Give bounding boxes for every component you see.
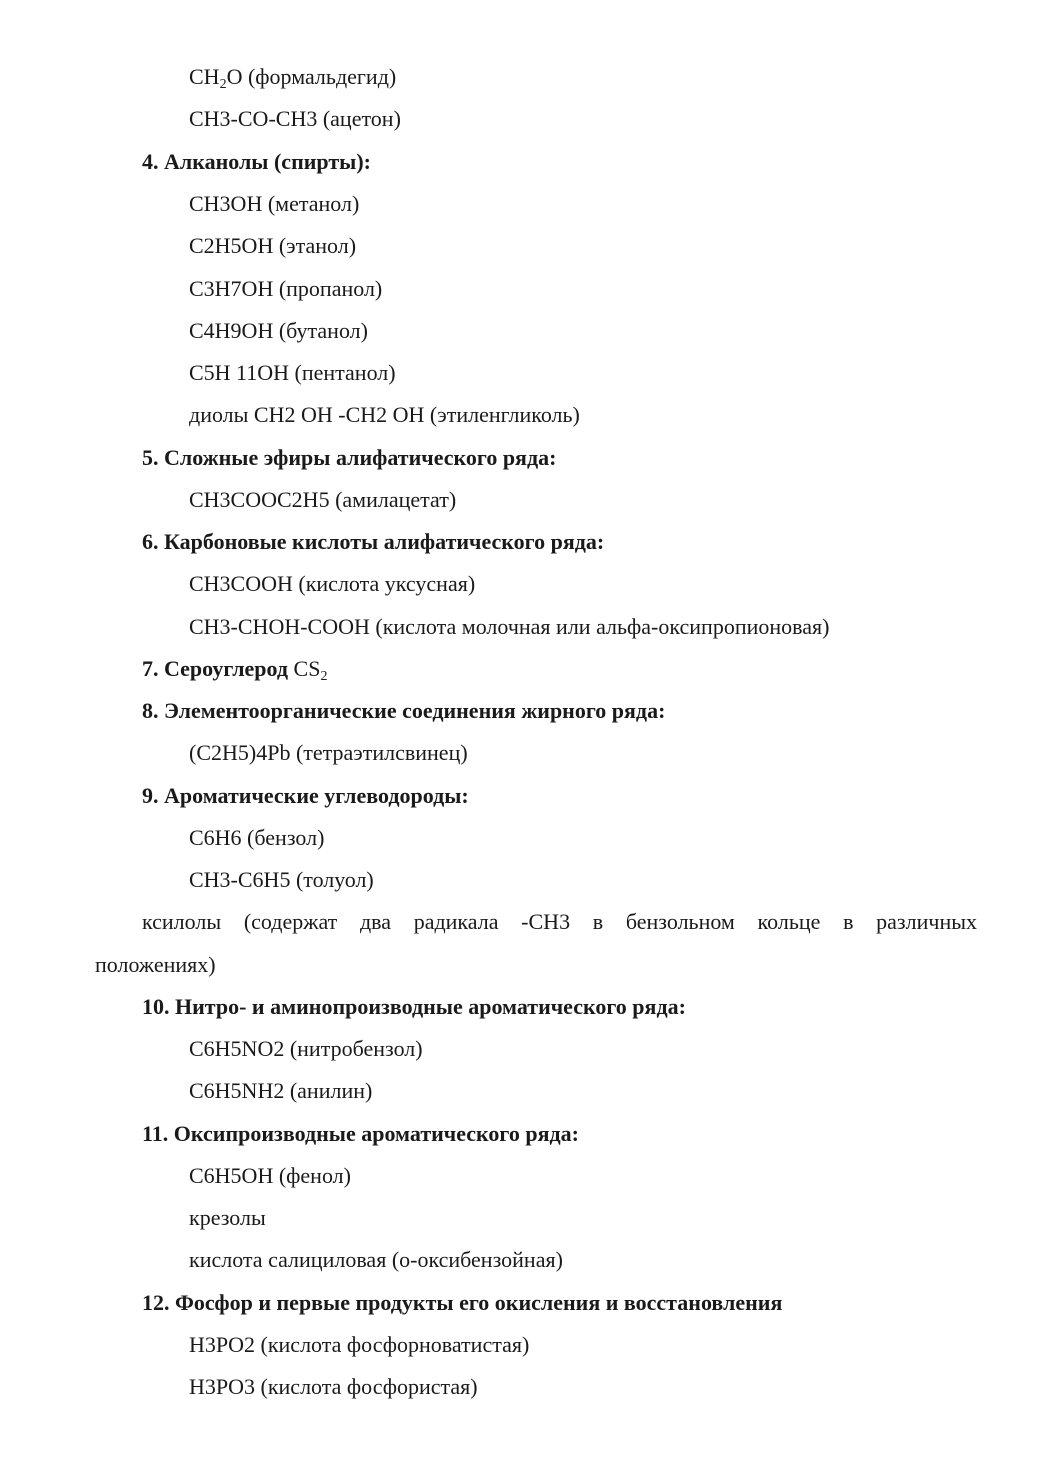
formula-line: C6H6 (бензол) (189, 825, 325, 850)
section-heading: 6. Карбоновые кислоты алифатического ряда: (142, 529, 605, 554)
paragraph-line: положениях) (95, 952, 216, 977)
formula-line: (C2H5)4Pb (тетраэтилсвинец) (189, 740, 468, 765)
formula-line: H3PO2 (кислота фосфорноватистая) (189, 1332, 530, 1357)
section-heading: 5. Сложные эфиры алифатического ряда: (142, 445, 557, 470)
formula-line: C6H5NH2 (анилин) (189, 1078, 373, 1103)
formula-line: CH3COOH (кислота уксусная) (189, 571, 476, 596)
section-heading: 12. Фосфор и первые продукты его окисления и восстановления (142, 1290, 783, 1315)
formula-line: кислота салициловая (о-оксибензойная) (189, 1247, 563, 1272)
section-heading: 4. Алканолы (спирты): (142, 149, 372, 174)
formula-line: диолы CH2 OH -CH2 OH (этиленгликоль) (189, 402, 580, 427)
formula-line: H3PO3 (кислота фосфористая) (189, 1374, 478, 1399)
section-heading: 8. Элементоорганические соединения жирного ряда: (142, 698, 666, 723)
formula-line: CH3-CHOH-COOH (кислота молочная или альфа-оксипропионовая) (189, 614, 830, 639)
formula-line: CH3COOC2H5 (амилацетат) (189, 487, 457, 512)
section-heading: 9. Ароматические углеводороды: (142, 783, 469, 808)
paragraph-line: ксилолы (содержат два радикала -CH3 в бензольном кольце в различных (142, 909, 977, 934)
formula-line: C6H5OH (фенол) (189, 1163, 351, 1188)
formula-line: C6H5NO2 (нитробензол) (189, 1036, 423, 1061)
formula-line: CH3-C6H5 (толуол) (189, 867, 374, 892)
formula-line: CH3-CO-CH3 (ацетон) (189, 106, 401, 131)
section-heading: 11. Оксипроизводные ароматического ряда: (142, 1121, 579, 1146)
formula-line: C5H 11OH (пентанол) (189, 360, 396, 385)
formula-line: C2H5OH (этанол) (189, 233, 357, 258)
section-heading: 7. Сероуглерод $CS_2$ (142, 656, 328, 684)
formula-line: крезолы (189, 1205, 266, 1230)
formula-line: C3H7OH (пропанол) (189, 276, 383, 301)
section-heading: 10. Нитро- и аминопроизводные ароматического ряда: (142, 994, 686, 1019)
formula-line: $CH_2O$ (формальдегид) (189, 64, 397, 92)
formula-line: CH3OH (метанол) (189, 191, 360, 216)
formula-line: C4H9OH (бутанол) (189, 318, 368, 343)
